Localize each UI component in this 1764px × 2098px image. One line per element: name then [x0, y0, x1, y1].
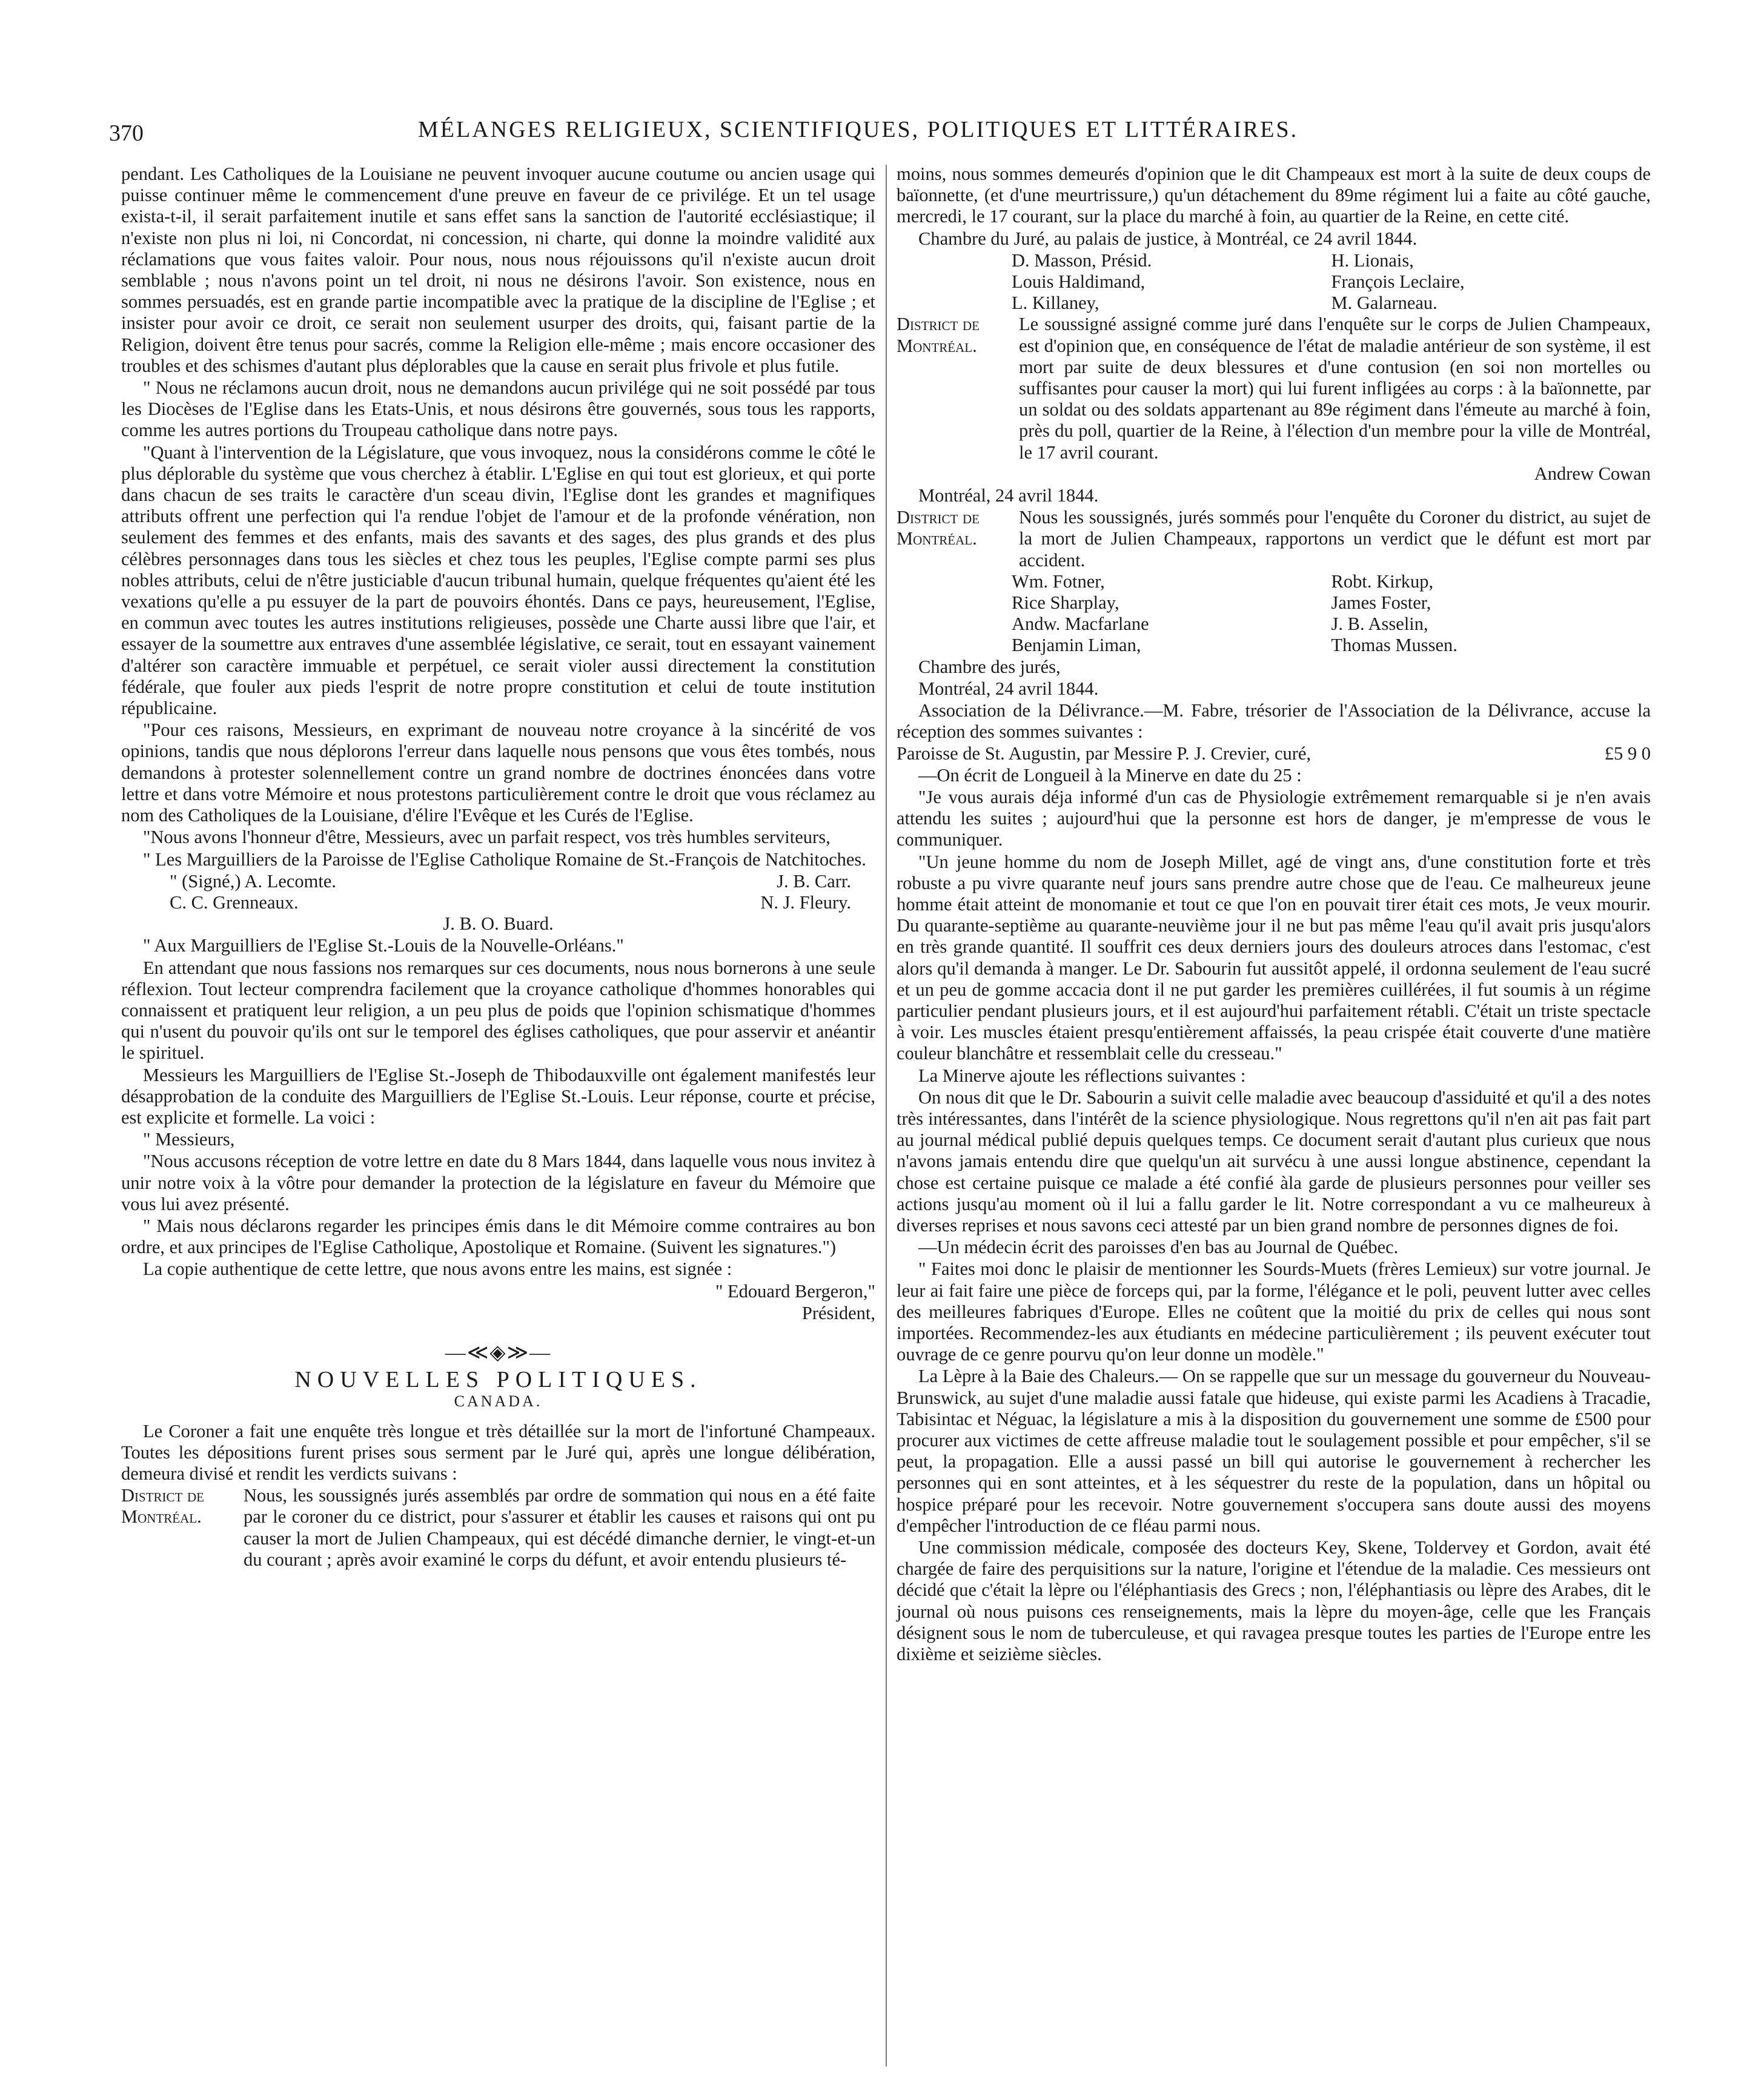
juror: D. Masson, Présid. — [1012, 250, 1152, 271]
juror: Andw. Macfarlane — [1012, 614, 1149, 635]
signature: J. B. O. Buard. — [443, 913, 554, 935]
paragraph: pendant. Les Catholiques de la Louisiane ne peuvent invoquer aucune coutume ou ancien usage qui puisse continuer même le commencement d'une preuve en faveur de ce privilége. Et un tel usage exista-t-il, il serait parfaitement inutile et sans effet sans la sanction de l'autorité ecclésiastique; il n'existe non plus ni loi, ni Concordat, ni concession, ni charte, qui donne la moindre validité aux réclamations que vous faites valoir. Pour nous, nous nous réjouissons qu'il n'existe aucun droit semblable ; nous n'avons point un tel droit, ni nous ne désirons l'avoir. Son existence, nous en sommes persuadés, est en grande partie incompatible avec la pratique de la discipline de l'Eglise ; et insister pour avoir ce droit, ce serait non seulement usurper des droits, qui, faisant partie de la Religion, doivent être tenus pour sacrés, comme la Religion elle-même ; mais encore occasioner des troubles et des schismes d'autant plus déplorables que la cause en serait plus frivole et plus futile. — [121, 164, 875, 376]
paragraph: La Minerve ajoute les réflections suivantes : — [918, 1065, 1246, 1086]
paragraph: "Quant à l'intervention de la Législature, que vous invoquez, nous la considérons comme le côté le plus déplorable du système que vous cherchez à établir. L'Eglise en qui tout est glorieux, et qui porte dans chacun de ses traits le caractère d'un sceau divin, l'Eglise dont les grandes et magnifiques attributs offrent une perfection qui l'a rendue l'objet de l'amour et de la profonde vénération, non seulement des femmes et des enfants, mais des savants et des sages, des plus grands et des plus célèbres personnages dans tous les siècles et chez tous les peuples, l'Eglise compte parmi ses plus nobles attributs, celui de n'être justiciable d'aucun tribunal humain, quelque fréquentes qu'aient été les vexations qu'elle a pu essuyer de la part de pouvoirs éhontés. Dans ce pays, heureusement, l'Eglise, en commun avec toutes les autres institutions religieuses, possède une Charte aussi libre que l'air, et essayer de la soumettre aux entraves d'une assemblée législative, ce serait, tout en essayant vainement d'altérer son caractère immuable et perpétuel, ce serait violer aussi directement la constitution fédérale, que fouler aux pieds l'esprit de notre propre constitution et celui de toute institution républicaine. — [121, 442, 875, 719]
date-line: Montréal, 24 avril 1844. — [918, 485, 1099, 506]
juror: H. Lionais, — [1331, 250, 1414, 271]
juror: James Foster, — [1331, 592, 1431, 614]
district-label: District de Montréal. — [121, 1485, 204, 1527]
page-number: 370 — [109, 121, 144, 146]
district-label: District de Montréal. — [897, 507, 980, 549]
paragraph: On nous dit que le Dr. Sabourin a suivit celle maladie avec beaucoup d'assiduité et qu'il a des notes très intéressantes, dans l'intérêt de la science physiologique. Nous regrettons qu'il n'en ait pas fait part au journal médical publié depuis quelques temps. Ce document serait d'autant plus curieux que nous n'avons jamais entendu dire que quelqu'un ait survécu à une aussi longue abstinence, cependant la chose est certaine puisque ce malade a été confié àla garde de plusieurs personnes pour veiller ses actions jusqu'au moment où il lui a fallu garder le lit. Notre correspondant a vu ce malheureux à diverses reprises et nous savons ceci attesté par un bien grand nombre de personnes dignes de foi. — [897, 1087, 1651, 1236]
district-block — [897, 507, 1651, 571]
paragraph: Association de la Délivrance.—M. Fabre, trésorier de l'Association de la Délivrance, accuse la réception des sommes suivantes : — [897, 700, 1651, 743]
date-line: Montréal, 24 avril 1844. — [918, 678, 1099, 699]
paragraph: " Faites moi donc le plaisir de mentionner les Sourds-Muets (frères Lemieux) sur votre journal. Je leur ai fait faire une pièce de forceps qui, par la forme, l'élégance et le poli, peuvent lutter avec celles des meilleures fabriques d'Europe. Elles ne coûtent que la moitié du prix de celles qui nous sont importées. Recommendez-les aux étudiants en médecine particulièrement ; ils peuvent exécuter tout ouvrage de ce genre pourvu qu'on leur donne un modèle." — [897, 1259, 1651, 1365]
juror: Rice Sharplay, — [1012, 592, 1119, 614]
district-label: District de Montréal. — [897, 314, 980, 356]
paragraph: —Un médecin écrit des paroisses d'en bas au Journal de Québec. — [918, 1237, 1399, 1258]
paragraph: Le Coroner a fait une enquête très longue et très détaillée sur la mort de l'infortuné Champeaux. Toutes les dépositions furent prises sous serment par le Juré qui, après une longue délibération, demeura divisé et rendit les verdicts suivans : — [121, 1420, 875, 1484]
paragraph: "Nous accusons réception de votre lettre en date du 8 Mars 1844, dans laquelle vous nous invitez à unir notre voix à la vôtre pour demander la protection de la législature en faveur du Mémoire que vous lui avez présenté. — [121, 1151, 875, 1214]
column-rule — [886, 165, 887, 2067]
left-column — [121, 164, 875, 1570]
signature: C. C. Grenneaux. — [170, 892, 299, 913]
district-text: Nous, les soussignés jurés assemblés par ordre de sommation qui nous en a été faite par le coroner du ce district, pour s'assurer et établir les causes et raisons qui ont pu causer la mort de Julien Champeaux, qui est décédé dimanche dernier, le vingt-et-un du courant ; après avoir examiné le corps du défunt, et avoir entendu plusieurs té- — [244, 1485, 875, 1570]
donation-label: Paroisse de St. Augustin, par Messire P. J. Crevier, curé, — [897, 743, 1311, 764]
juror: J. B. Asselin, — [1331, 614, 1428, 635]
juror: Wm. Fotner, — [1012, 571, 1105, 592]
juror: Louis Haldimand, — [1012, 271, 1146, 293]
running-head: MÉLANGES RELIGIEUX, SCIENTIFIQUES, POLITIQUES ET LITTÉRAIRES. — [418, 117, 1299, 142]
donation-amount: £5 9 0 — [1604, 743, 1651, 764]
paragraph: Messieurs les Marguilliers de l'Eglise St.-Joseph de Thibodauxville ont également manifestés leur désapprobation de la conduite des Marguilliers de l'Eglise St.-Louis. Leur réponse, courte et précise, est explicite et formelle. La voici : — [121, 1064, 875, 1128]
signer-title: Président, — [801, 1302, 875, 1323]
paragraph: La Lèpre à la Baie des Chaleurs.— On se rappelle que sur un message du gouverneur du Nouveau-Brunswick, au sujet d'une maladie aussi fatale que hideuse, qui existe parmi les Acadiens à Tracadie, Tabisintac et Néguac, la législature a mis à la disposition du gouvernement une somme de £500 pour procurer aux victimes de cette affreuse maladie tout le soulagement possible et pour empêcher, s'il se peut, la propagation. Elle a aussi passé un bill qui autorise le gouvernement à rechercher les personnes qui en sont atteintes, et à les séquestrer du reste de la population, dans un hôpital ou hospice préparé pour les recevoir. Notre gouvernement s'occupera sans doute aussi des moyens d'empêcher l'introduction de ce fléau parmi nous. — [897, 1366, 1651, 1536]
signature-row — [121, 871, 875, 892]
paragraph: Une commission médicale, composée des docteurs Key, Skene, Toldervey et Gordon, avait été chargée de faire des perquisitions sur la nature, l'origine et l'étendue de la maladie. Ces messieurs ont décidé que c'était la lèpre ou l'éléphantiasis des Grecs ; non, l'éléphantiasis ou lèpre des Arabes, dit le journal où nous puisons ces renseignements, mais la lèpre du moyen-âge, celle que les Français désignent sous le nom de tuberculeuse, et qui ravagea presque toutes les parties de l'Europe entre les dixième et seizième siècles. — [897, 1537, 1651, 1665]
ornament: —≪◈≫— — [445, 1341, 552, 1364]
paragraph: En attendant que nous fassions nos remarques sur ces documents, nous nous bornerons à une seule réflexion. Tout lecteur comprendra facilement que la croyance catholique d'hommes honorables qui connaissent et pratiquent leur religion, a un peu plus de poids que l'opinion schismatique d'hommes qui n'usent du pouvoir qu'ils ont sur le temporel des églises catholiques, que pour asservir et anéantir le spirituel. — [121, 957, 875, 1064]
signer-name: " Edouard Bergeron," — [715, 1280, 875, 1302]
juror: Benjamin Liman, — [1012, 635, 1141, 656]
paragraph: " Nous ne réclamons aucun droit, nous ne demandons aucun privilége qui ne soit possédé par tous les Diocèses de l'Eglise dans les Etats-Unis, et nous désirons être gouvernés, sous tous les rapports, comme les autres portions du Troupeau catholique dans notre pays. — [121, 377, 875, 441]
jury-list — [897, 250, 1651, 314]
paragraph: La copie authentique de cette lettre, que nous avons entre les mains, est signée : — [143, 1259, 732, 1280]
paragraph: "Pour ces raisons, Messieurs, en exprimant de nouveau notre croyance à la sincérité de vos opinions, tandis que nous déplorons l'erreur dans laquelle nous pensons que vous êtes tombés, nous demandons à protester solennellement contre un grand nombre de doctrines énoncées dans votre lettre et dans votre Mémoire et nous protestons particulièrement contre le droit que vous réclamez au nom des Catholiques de la Louisiane, d'élire l'Evêque et les Curés de l'Eglise. — [121, 720, 875, 826]
section-title: NOUVELLES POLITIQUES. — [294, 1367, 702, 1393]
signature: N. J. Fleury. — [760, 892, 851, 913]
signature: " (Signé,) A. Lecomte. — [170, 870, 337, 892]
district-text: Le soussigné assigné comme juré dans l'enquête sur le corps de Julien Champeaux, est d'opinion que, en conséquence de l'état de maladie antérieur de son système, il est mort par suite de deux blessures et d'une contusion (en soi non mortelles ou suffisantes pour causer la mort) qui lui furent infligées au corps : à la baïonnette, par un soldat ou des soldats appartenant au 89e régiment dans l'émeute au marché à foin, près du poll, quartier de la Reine, à l'élection d'un membre pour la ville de Montréal, le 17 avril courant. — [1019, 314, 1651, 463]
section-subtitle: CANADA. — [454, 1392, 543, 1411]
district-block — [121, 1485, 875, 1570]
paragraph: "Je vous aurais déja informé d'un cas de Physiologie extrêmement remarquable si je n'en avais attendu les suites ; aujourd'hui que la personne est hors de danger, je m'empresse de vous le communiquer. — [897, 786, 1651, 850]
juror: François Leclaire, — [1331, 271, 1465, 293]
jury-list — [897, 571, 1651, 657]
signer-name: Andrew Cowan — [1534, 463, 1651, 484]
paragraph: moins, nous sommes demeurés d'opinion que le dit Champeaux est mort à la suite de deux coups de baïonnette, (et d'une meurtrissure,) qu'un détachement du 89me régiment lui a faite au côté gauche, mercredi, le 17 courant, sur la place du marché à foin, au quartier de la Reine, en cette cité. — [897, 164, 1651, 227]
juror: M. Galarneau. — [1331, 293, 1437, 314]
paragraph: " Mais nous déclarons regarder les principes émis dans le dit Mémoire comme contraires au bon ordre, et aux principes de l'Eglise Catholique, Apostolique et Romaine. (Suivent les signatures.") — [121, 1215, 875, 1258]
juror: Thomas Mussen. — [1331, 635, 1457, 656]
paragraph: " Messieurs, — [143, 1129, 235, 1150]
district-text: Nous les soussignés, jurés sommés pour l'enquête du Coroner du district, au sujet de la mort de Julien Champeaux, rapportons un verdict que le défunt est mort par accident. — [1019, 507, 1651, 571]
district-block — [897, 314, 1651, 463]
right-column — [897, 164, 1651, 1666]
signature: J. B. Carr. — [777, 870, 851, 892]
juror: L. Killaney, — [1012, 293, 1099, 314]
place-line: Chambre des jurés, — [918, 656, 1061, 677]
paragraph: "Nous avons l'honneur d'être, Messieurs, avec un parfait respect, vos très humbles serviteurs, — [143, 827, 831, 848]
paragraph: Chambre du Juré, au palais de justice, à Montréal, ce 24 avril 1844. — [918, 228, 1418, 249]
juror: Robt. Kirkup, — [1331, 571, 1434, 592]
paragraph: "Un jeune homme du nom de Joseph Millet, agé de vingt ans, d'une constitution forte et très robuste a pu vivre quarante neuf jours sans prendre autre chose que de l'eau. Ce malheureux jeune homme était atteint de monomanie et tout ce que l'on en pouvait tirer était ces mots, Je veux mourir. Du quarante-septième au quarante-neuvième jour il ne but pas même l'eau qu'il avait pris jusqu'alors en très grande quantité. Il souffrit ces deux derniers jours des douleurs atroces dans l'estomac, c'est alors qu'il demanda à manger. Le Dr. Sabourin fut aussitôt appelé, il ordonna seulement de l'eau sucré et un peu de gomme accacia dont il ne put garder les premières cuillérées, il fut soumis à un régime particulier pendant plusieurs jours, et il est aujourd'hui parfaitement rétabli. C'était un triste spectacle à voir. Les muscles étaient presqu'entièrement affaissés, la peau crispée était couverte d'une matière couleur blanchâtre et ressemblait celle du cresseau." — [897, 851, 1651, 1064]
paragraph: " Les Marguilliers de la Paroisse de l'Eglise Catholique Romaine de St.-François de Natchitoches. — [143, 849, 866, 870]
donation-line — [897, 743, 1651, 764]
paragraph: —On écrit de Longueil à la Minerve en date du 25 : — [918, 764, 1302, 786]
paragraph: " Aux Marguilliers de l'Eglise St.-Louis de la Nouvelle-Orléans." — [143, 935, 624, 956]
signature-row — [121, 892, 875, 913]
